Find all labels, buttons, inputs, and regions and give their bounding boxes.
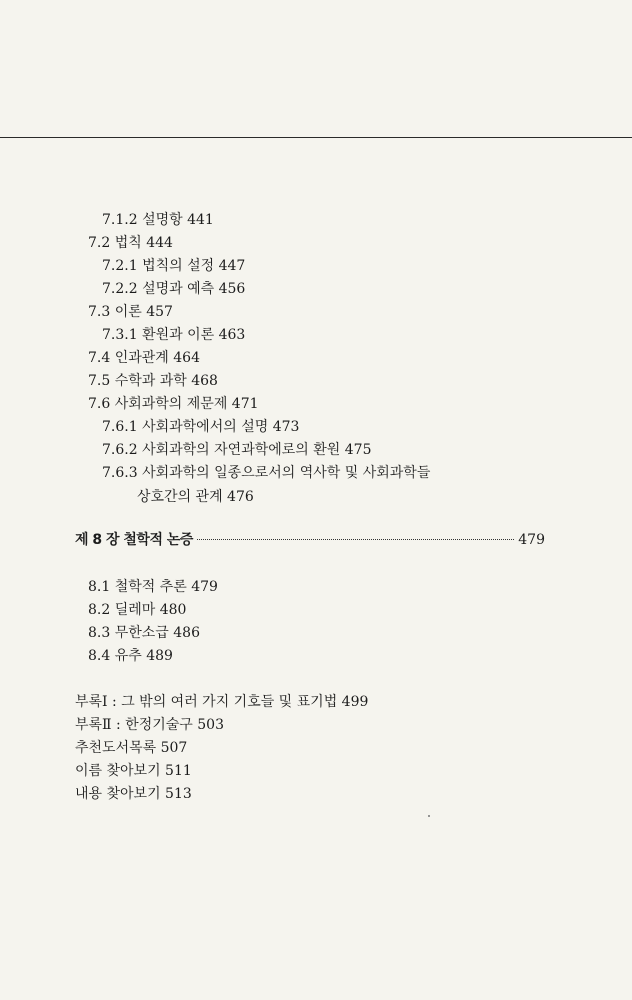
toc-entry-8-2: 8.2 딜레마 480 xyxy=(88,602,187,618)
toc-chapter-8 xyxy=(75,531,545,549)
toc-entry-7-2-2: 7.2.2 설명과 예측 456 xyxy=(102,281,246,297)
toc-entry-7-5: 7.5 수학과 과학 468 xyxy=(88,373,218,389)
chapter-title: 제 8 장 철학적 논증 xyxy=(75,532,193,548)
toc-entry-7-2-1: 7.2.1 법칙의 설정 447 xyxy=(102,258,246,274)
toc-entry-7-3: 7.3 이론 457 xyxy=(88,304,173,320)
chapter-page-number: 479 xyxy=(518,532,545,548)
toc-appendix-1: 부록Ⅰ : 그 밖의 여러 가지 기호들 및 표기법 499 xyxy=(75,694,369,710)
toc-name-index: 이름 찾아보기 511 xyxy=(75,763,192,779)
toc-entry-7-6-2: 7.6.2 사회과학의 자연과학에로의 환원 475 xyxy=(102,442,372,458)
toc-entry-7-6-3: 7.6.3 사회과학의 일종으로서의 역사학 및 사회과학들 xyxy=(102,465,431,481)
toc-subject-index: 내용 찾아보기 513 xyxy=(75,786,192,802)
paper-speck xyxy=(428,815,430,817)
toc-entry-7-6: 7.6 사회과학의 제문제 471 xyxy=(88,396,259,412)
toc-entry-7-6-1: 7.6.1 사회과학에서의 설명 473 xyxy=(102,419,300,435)
toc-entry-7-6-3-continued: 상호간의 관계 476 xyxy=(137,489,254,505)
toc-entry-7-3-1: 7.3.1 환원과 이론 463 xyxy=(102,327,246,343)
toc-entry-7-1-2: 7.1.2 설명항 441 xyxy=(102,212,214,228)
dot-leader xyxy=(197,539,514,540)
toc-entry-8-4: 8.4 유추 489 xyxy=(88,648,173,664)
toc-entry-7-4: 7.4 인과관계 464 xyxy=(88,350,200,366)
toc-entry-8-1: 8.1 철학적 추론 479 xyxy=(88,579,218,595)
toc-appendix-2: 부록Ⅱ : 한정기술구 503 xyxy=(75,717,224,733)
header-rule xyxy=(0,137,632,138)
toc-entry-8-3: 8.3 무한소급 486 xyxy=(88,625,200,641)
toc-entry-7-2: 7.2 법칙 444 xyxy=(88,235,173,251)
toc-recommended-reading: 추천도서목록 507 xyxy=(75,740,188,756)
